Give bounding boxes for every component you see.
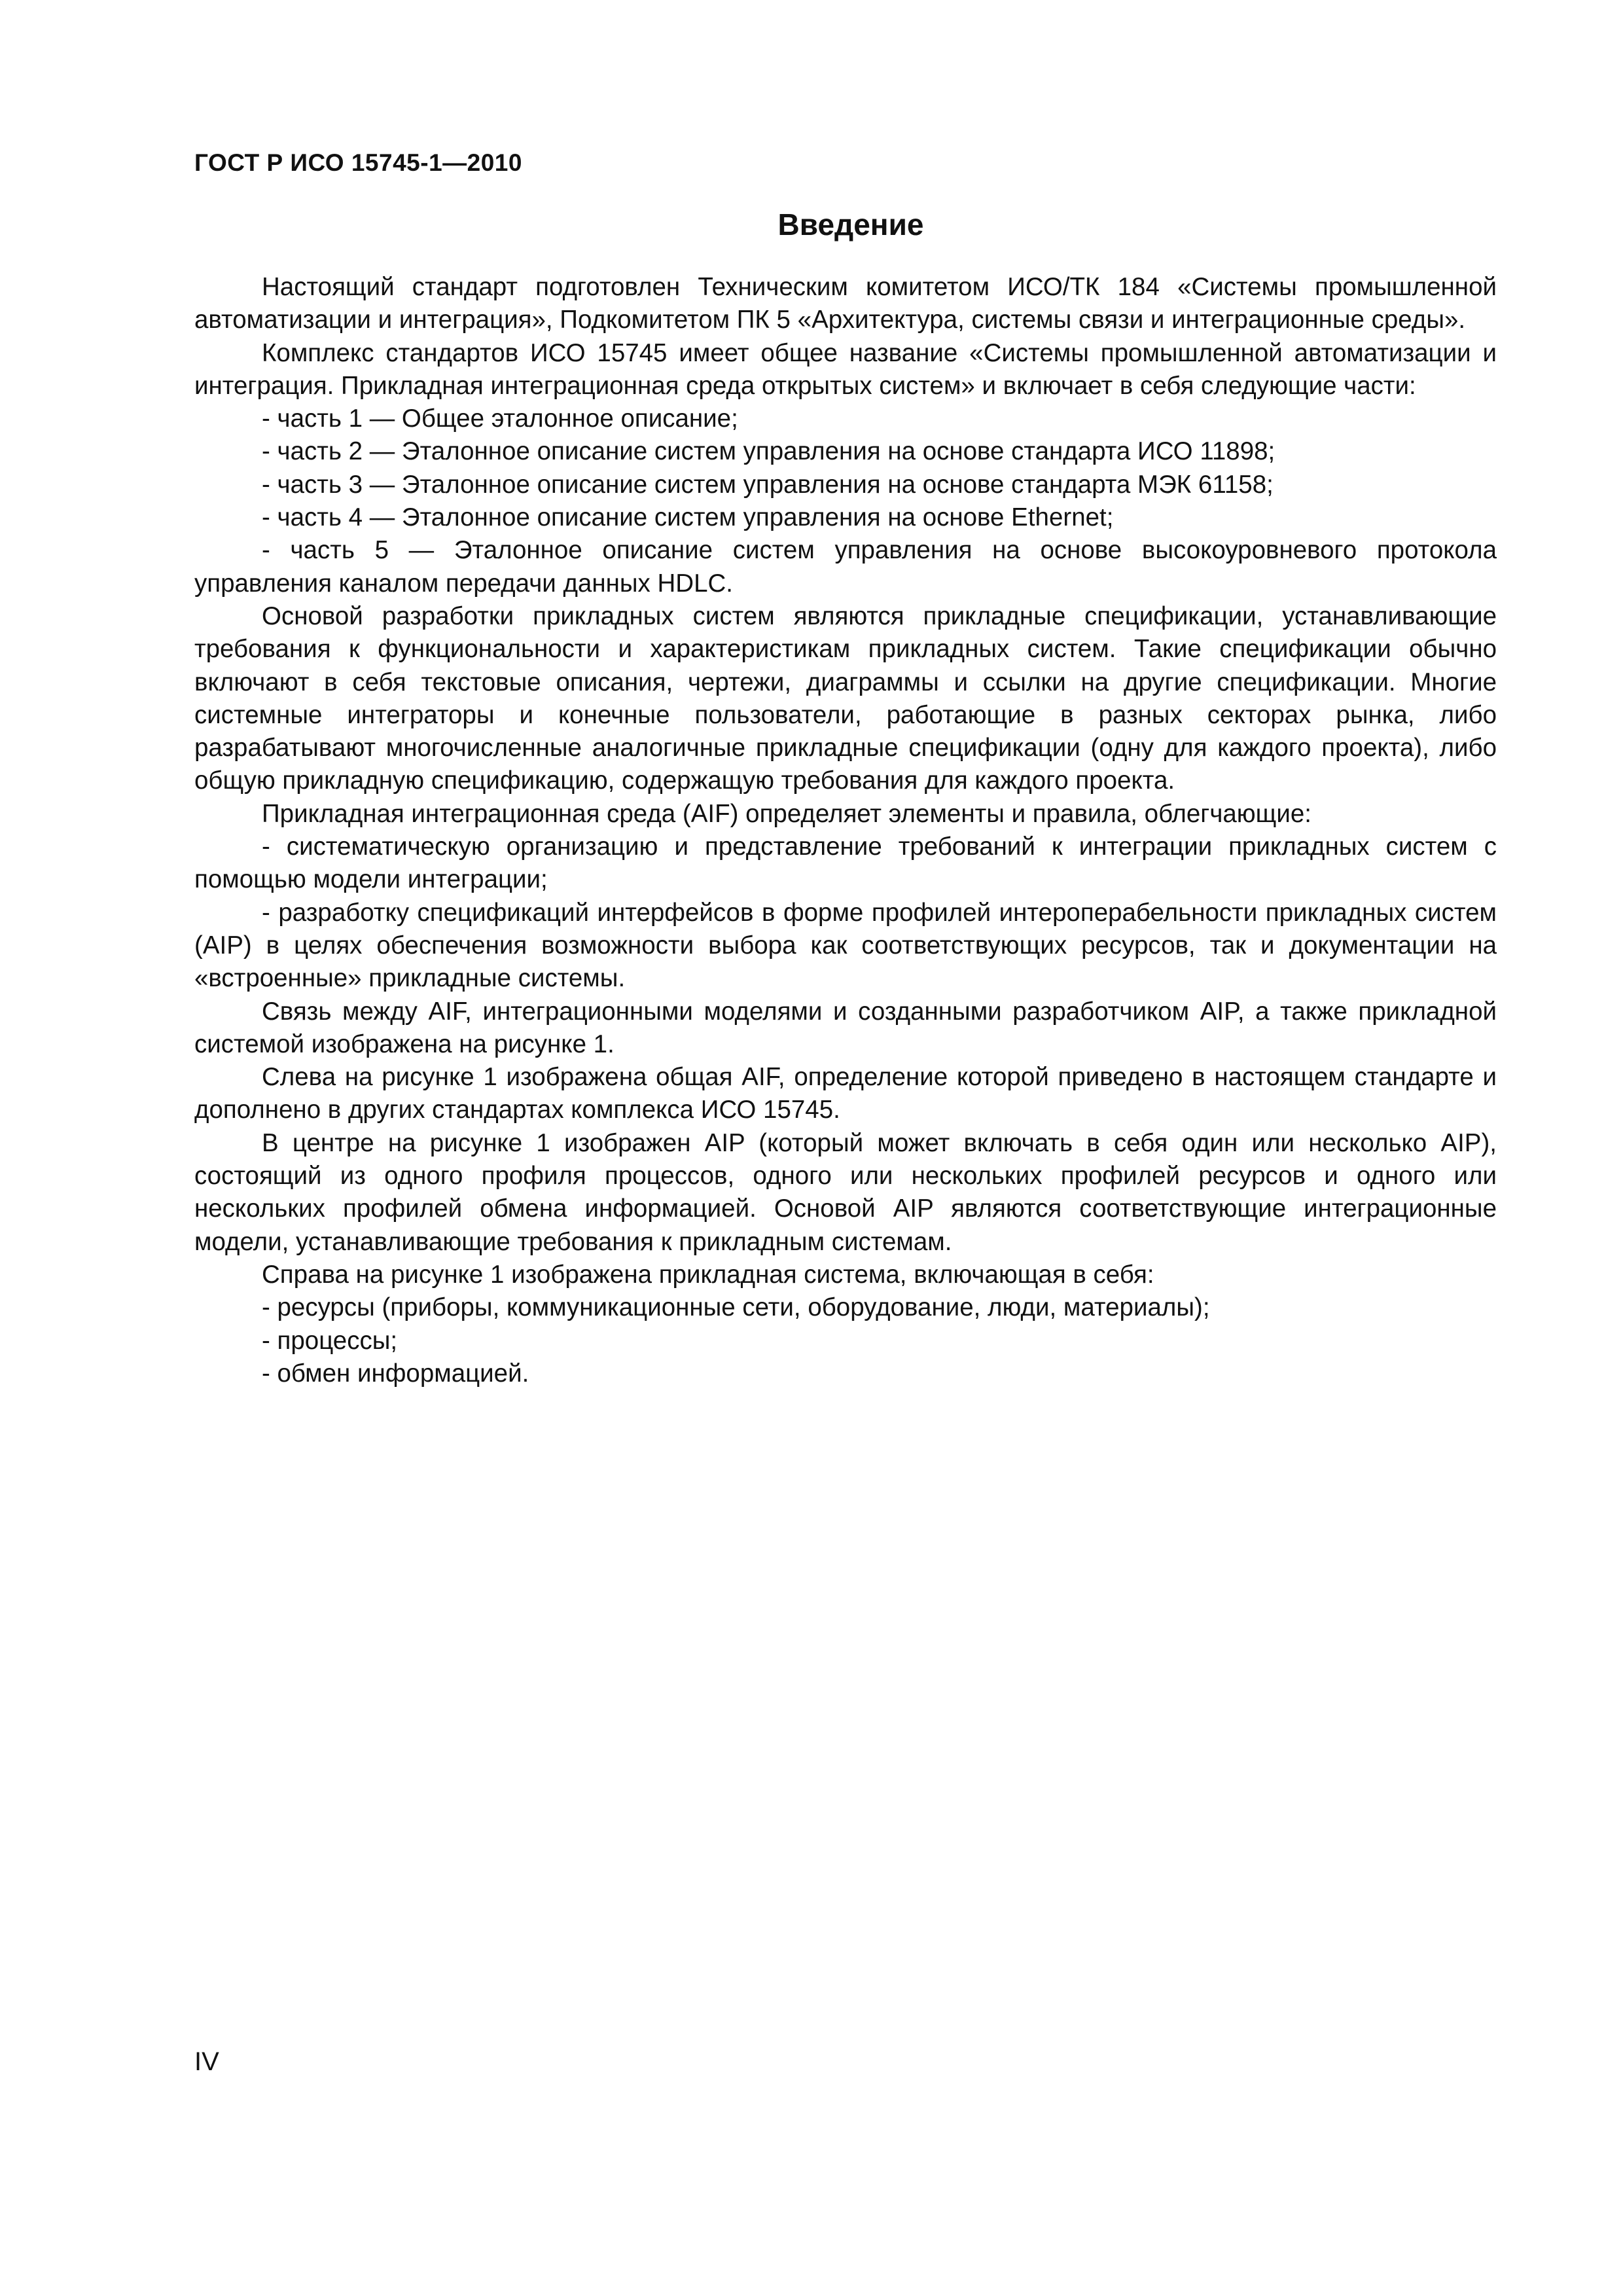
paragraph: Комплекс стандартов ИСО 15745 имеет общее название «Системы промышленной автоматизации и интеграция. Прикладная интеграционная среда открытых систем» и включает в себя следующие части: — [194, 338, 1497, 400]
list-item: - часть 2 — Эталонное описание систем управления на основе стандарта ИСО 11898; — [262, 437, 1275, 466]
paragraph: Основой разработки прикладных систем являются прикладные спецификации, устанавливающие требования к функциональности и характеристикам прикладных систем. Такие спецификации обычно включают в себя текстовые описания, чертежи, диаграммы и ссылки на другие спецификации. Многие системные интеграторы и конечные пользователи, работающие в разных секторах рынка, либо разрабатывают многочисленные аналогичные прикладные спецификации (одну для каждого проекта), либо общую прикладную спецификацию, содержащую требования для каждого проекта. — [194, 601, 1497, 795]
body-text — [194, 271, 1497, 1390]
list-item: - ресурсы (приборы, коммуникационные сети, оборудование, люди, материалы); — [262, 1293, 1210, 1322]
list-item: - процессы; — [262, 1326, 398, 1355]
section-title: Введение — [777, 207, 924, 242]
list-item: - часть 3 — Эталонное описание систем управления на основе стандарта МЭК 61158; — [262, 470, 1274, 499]
list-item: - часть 1 — Общее эталонное описание; — [262, 404, 738, 433]
paragraph: В центре на рисунке 1 изображен AIP (который может включать в себя один или несколько AIP), состоящий из одного профиля процессов, одного или нескольких профилей ресурсов и одного или нескольких профилей обмена информацией. Основой AIP являются соответствующие интеграционные модели, устанавливающие требования к прикладным системам. — [194, 1128, 1497, 1256]
list-item: - часть 5 — Эталонное описание систем управления на основе высокоуровневого протокола управления каналом передачи данных HDLC. — [194, 536, 1497, 598]
paragraph: Прикладная интеграционная среда (AIF) определяет элементы и правила, облегчающие: — [262, 799, 1311, 828]
list-item: - разработку спецификаций интерфейсов в форме профилей интероперабельности прикладных систем (AIP) в целях обеспечения возможности выбора как соответствующих ресурсов, так и документации на «встроенные» прикладные системы. — [194, 898, 1497, 993]
list-item: - часть 4 — Эталонное описание систем управления на основе Ethernet; — [262, 503, 1114, 532]
page-number: IV — [194, 2047, 219, 2076]
paragraph: Слева на рисунке 1 изображена общая AIF, определение которой приведено в настоящем стандарте и дополнено в других стандартах комплекса ИСО 15745. — [194, 1063, 1497, 1124]
list-item: - систематическую организацию и представление требований к интеграции прикладных систем с помощью модели интеграции; — [194, 833, 1497, 894]
paragraph: Настоящий стандарт подготовлен Техническим комитетом ИСО/ТК 184 «Системы промышленной автоматизации и интеграция», Подкомитетом ПК 5 «Архитектура, системы связи и интеграционные среды». — [194, 273, 1497, 334]
list-item: - обмен информацией. — [262, 1359, 529, 1388]
paragraph: Справа на рисунке 1 изображена прикладная система, включающая в себя: — [262, 1260, 1154, 1289]
document-header: ГОСТ Р ИСО 15745-1—2010 — [194, 149, 522, 176]
paragraph: Связь между AIF, интеграционными моделями и созданными разработчиком AIP, а также прикладной системой изображена на рисунке 1. — [194, 997, 1497, 1058]
